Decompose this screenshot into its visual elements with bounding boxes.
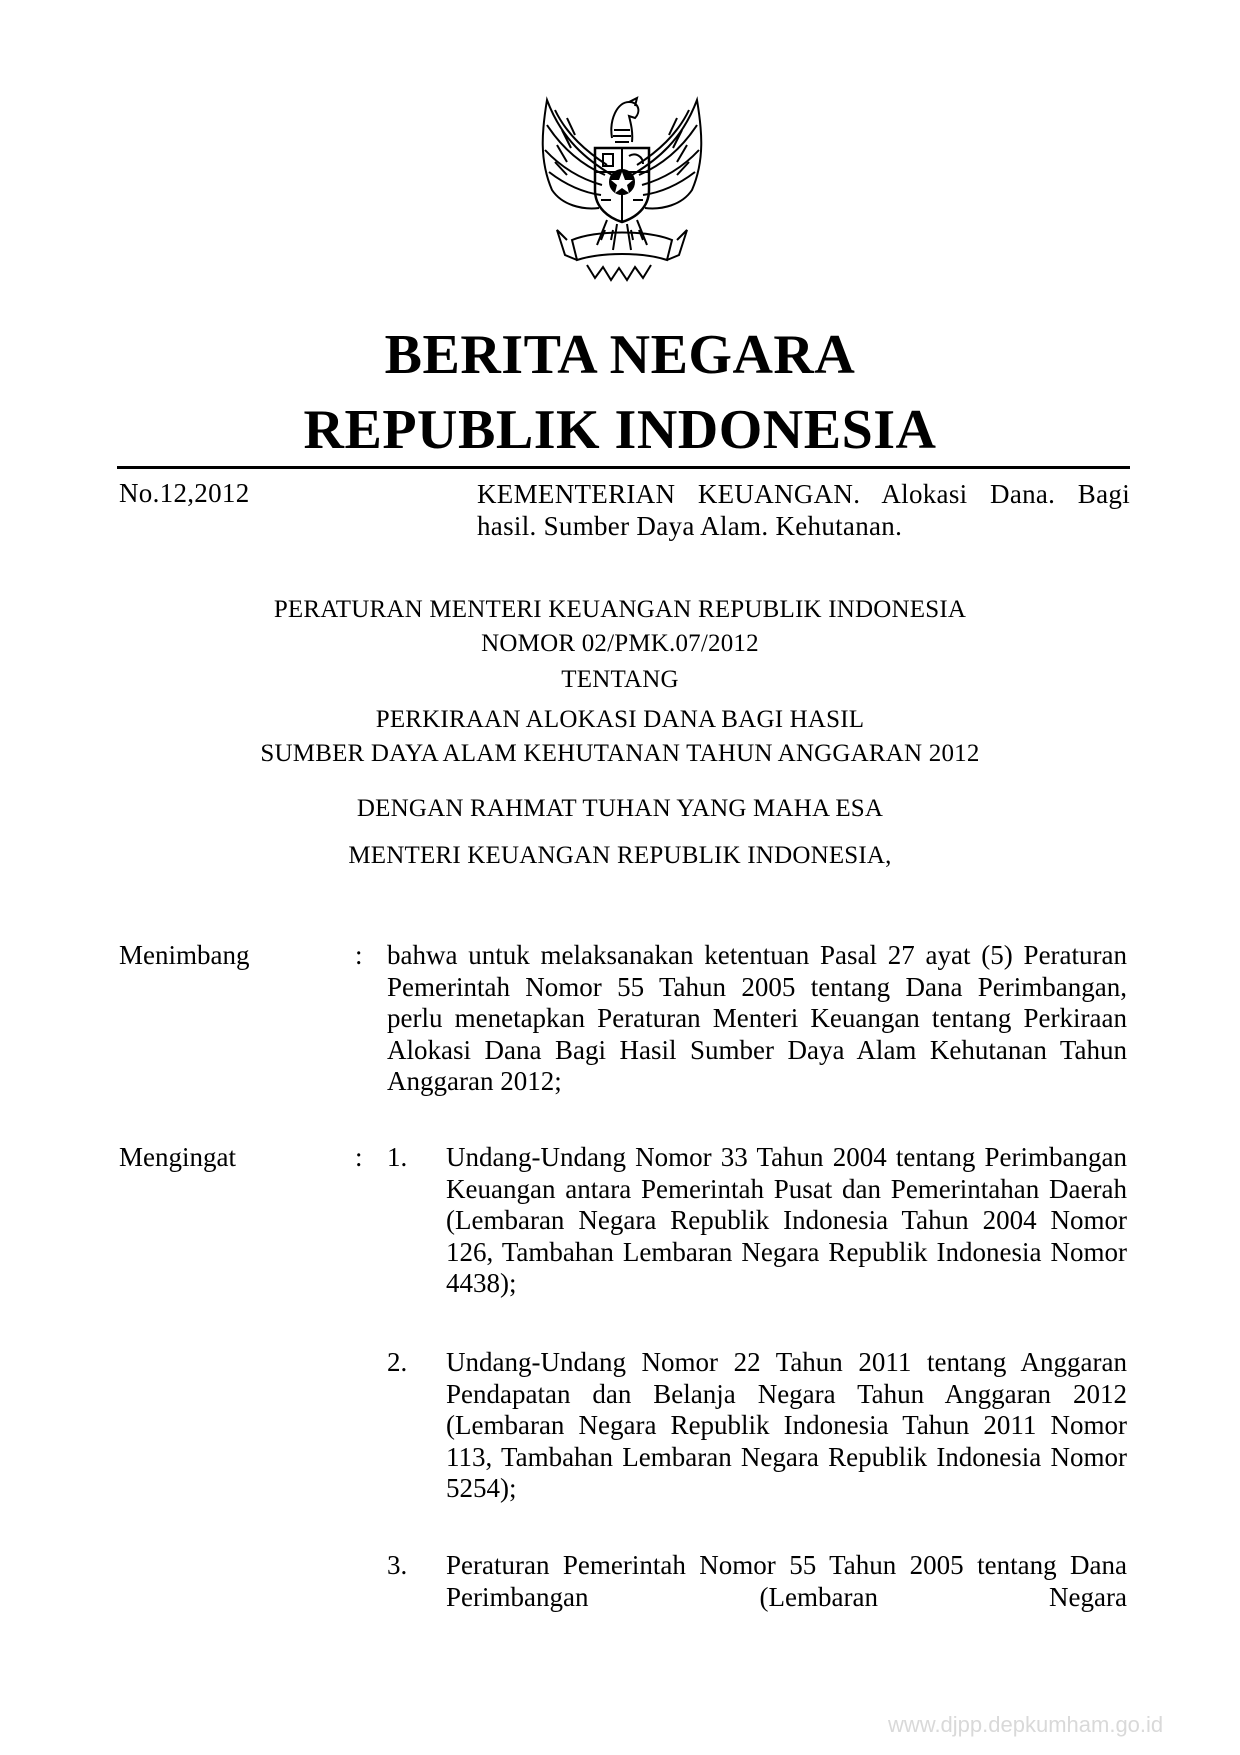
menimbang-text: bahwa untuk melaksanakan ketentuan Pasal 27 ayat (5) Peraturan Pemerintah Nomor 55 Tahun 2005 tentang Dana Perimbangan, perlu menetapkan Peraturan Menteri Keuangan tentang Perkiraan Alokasi Dana Bagi Hasil Sumber Daya Alam Kehutanan Tahun Anggaran 2012; xyxy=(387,940,1127,1096)
garuda-pancasila-emblem-icon xyxy=(517,80,727,295)
regulation-about: TENTANG xyxy=(561,666,679,693)
mengingat-item-number: 1. xyxy=(387,1142,408,1172)
regulation-title: PERATURAN MENTERI KEUANGAN REPUBLIK INDONESIA xyxy=(273,596,967,623)
mengingat-item-number: 2. xyxy=(387,1347,408,1377)
gazette-number: No.12,2012 xyxy=(119,478,250,508)
regulation-number: NOMOR 02/PMK.07/2012 xyxy=(481,630,759,657)
mengingat-colon: : xyxy=(355,1142,363,1172)
mengingat-item-text: Undang-Undang Nomor 33 Tahun 2004 tentang Perimbangan Keuangan antara Pemerintah Pusat dan Pemerintahan Daerah (Lembaran Negara Republik Indonesia Tahun 2004 Nomor 126, Tambahan Lembaran Negara Republik Indonesia Nomor 4438); xyxy=(446,1142,1127,1298)
masthead-title: BERITA NEGARA xyxy=(384,324,856,386)
menimbang-label: Menimbang xyxy=(119,940,250,970)
authority: MENTERI KEUANGAN REPUBLIK INDONESIA, xyxy=(348,842,892,869)
source-watermark: www.djpp.depkumham.go.id xyxy=(888,1712,1164,1737)
regulation-subject-line2: SUMBER DAYA ALAM KEHUTANAN TAHUN ANGGARAN 2012 xyxy=(260,740,980,767)
masthead-subtitle: REPUBLIK INDONESIA xyxy=(303,399,937,461)
regulation-subject-line1: PERKIRAAN ALOKASI DANA BAGI HASIL xyxy=(375,706,865,733)
mengingat-item-text: Peraturan Pemerintah Nomor 55 Tahun 2005 tentang Dana Perimbangan (Lembaran Negara xyxy=(446,1550,1127,1612)
gazette-subject: KEMENTERIAN KEUANGAN. Alokasi Dana. Bagi hasil. Sumber Daya Alam. Kehutanan. xyxy=(477,479,1130,541)
mengingat-item-number: 3. xyxy=(387,1550,408,1580)
mengingat-label: Mengingat xyxy=(119,1142,236,1172)
menimbang-colon: : xyxy=(355,940,363,970)
header-divider xyxy=(117,466,1130,469)
mengingat-item-text: Undang-Undang Nomor 22 Tahun 2011 tentang Anggaran Pendapatan dan Belanja Negara Tahun Anggaran 2012 (Lembaran Negara Republik Indonesia Tahun 2011 Nomor 113, Tambahan Lembaran Negara Republik Indonesia Nomor 5254); xyxy=(446,1347,1127,1503)
preamble: DENGAN RAHMAT TUHAN YANG MAHA ESA xyxy=(356,795,884,822)
